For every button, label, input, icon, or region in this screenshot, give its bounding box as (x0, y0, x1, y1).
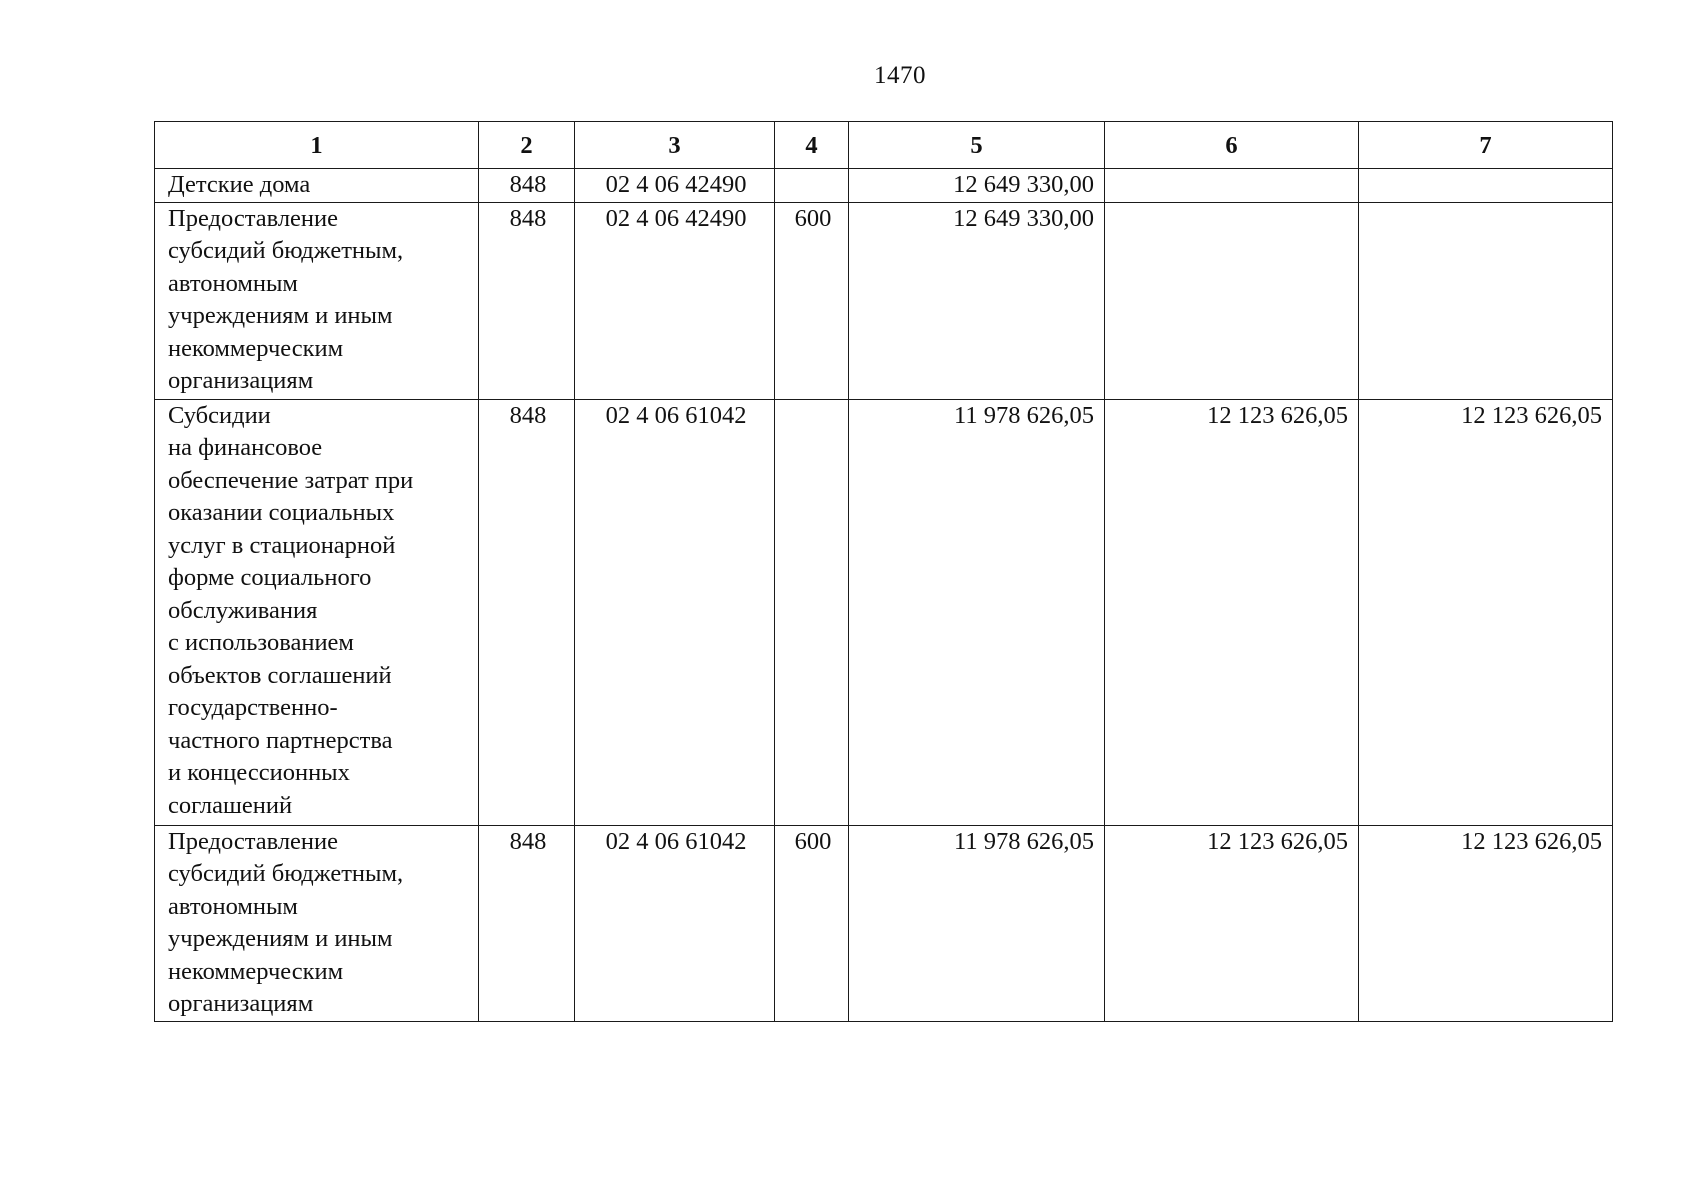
amount-cell: 12 649 330,00 (849, 202, 1105, 399)
amount-cell: 12 649 330,00 (849, 169, 1105, 203)
expense-type-cell: 600 (775, 202, 849, 399)
code-cell: 848 (479, 825, 575, 1021)
row-name-cell: Субсидии на финансовое обеспечение затрат при оказании социальных услуг в стационарной форме социального обслуживания с использованием объектов соглашений государственно- частного партнерства и концессионных соглашений (155, 399, 479, 825)
amount-cell: 11 978 626,05 (849, 825, 1105, 1021)
classification-cell: 02 4 06 61042 (575, 399, 775, 825)
table-row (155, 399, 1613, 825)
row-name-cell: Предоставление субсидий бюджетным, автономным учреждениям и иным некоммерческим организациям (155, 825, 479, 1021)
row-name-cell: Предоставление субсидий бюджетным, автономным учреждениям и иным некоммерческим организациям (155, 202, 479, 399)
column-header: 6 (1105, 122, 1359, 169)
column-header: 4 (775, 122, 849, 169)
classification-cell: 02 4 06 61042 (575, 825, 775, 1021)
classification-cell: 02 4 06 42490 (575, 169, 775, 203)
table-row (155, 169, 1613, 203)
page-number: 1470 (874, 62, 926, 89)
expense-type-cell: 600 (775, 825, 849, 1021)
amount-cell: 12 123 626,05 (1359, 825, 1613, 1021)
code-cell: 848 (479, 169, 575, 203)
amount-cell: 11 978 626,05 (849, 399, 1105, 825)
table-header-row (155, 122, 1613, 169)
amount-cell: 12 123 626,05 (1105, 825, 1359, 1021)
amount-cell (1359, 169, 1613, 203)
row-name-cell: Детские дома (155, 169, 479, 203)
amount-cell: 12 123 626,05 (1105, 399, 1359, 825)
amount-cell (1359, 202, 1613, 399)
amount-cell: 12 123 626,05 (1359, 399, 1613, 825)
code-cell: 848 (479, 202, 575, 399)
table-row (155, 202, 1613, 399)
table-row (155, 825, 1613, 1021)
budget-table (154, 121, 1613, 1022)
classification-cell: 02 4 06 42490 (575, 202, 775, 399)
expense-type-cell (775, 399, 849, 825)
column-header: 2 (479, 122, 575, 169)
expense-type-cell (775, 169, 849, 203)
column-header: 7 (1359, 122, 1613, 169)
column-header: 1 (155, 122, 479, 169)
code-cell: 848 (479, 399, 575, 825)
column-header: 5 (849, 122, 1105, 169)
amount-cell (1105, 202, 1359, 399)
amount-cell (1105, 169, 1359, 203)
column-header: 3 (575, 122, 775, 169)
